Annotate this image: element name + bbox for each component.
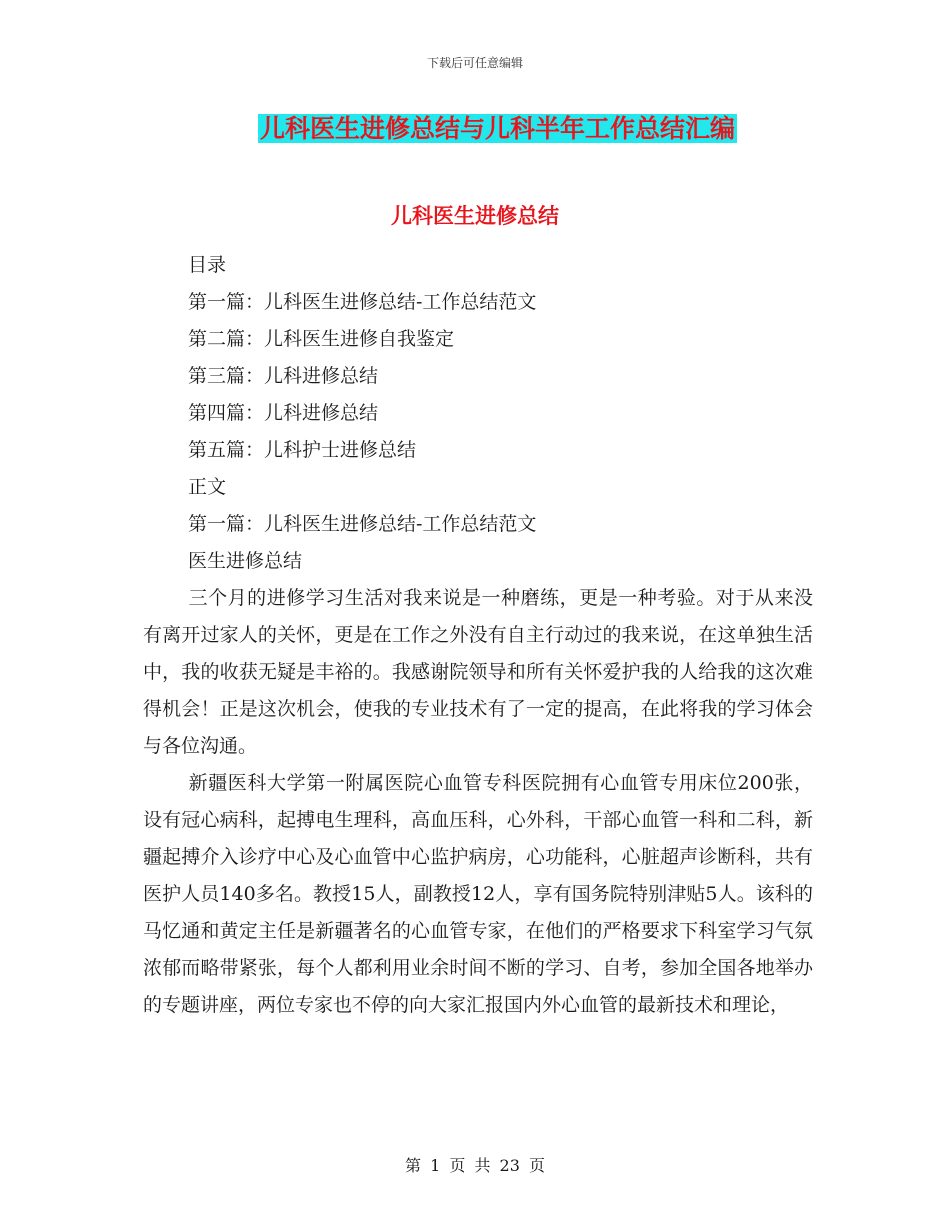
toc-heading: 目录	[188, 254, 227, 276]
toc-item: 第三篇：儿科进修总结	[188, 365, 379, 387]
toc-item: 第二篇：儿科医生进修自我鉴定	[188, 328, 455, 350]
toc-item: 第一篇：儿科医生进修总结-工作总结范文	[188, 291, 537, 313]
first-chapter-heading: 第一篇：儿科医生进修总结-工作总结范文	[188, 513, 537, 535]
paragraph: 新疆医科大学第一附属医院心血管专科医院拥有心血管专用床位200张，设有冠心病科，起搏电生理科，高血压科，心外科，干部心血管一科和二科，新疆起搏介入诊疗中心及心血管中心监护病房，心功能科，心脏超声诊断科，共有医护人员140多名。教授15人，副教授12人，享有国务院特别津贴5人。该科的马忆通和黄定主任是新疆著名的心血管专家，在他们的严格要求下科室学习气氛浓郁而略带紧张，每个人都利用业余时间不断的学习、自考，参加全国各地举办的专题讲座，两位专家也不停的向大家汇报国内外心血管的最新技术和理论，	[143, 772, 813, 1016]
body-heading: 正文	[188, 476, 227, 498]
header-note: 下载后可任意编辑	[426, 56, 523, 70]
body-text	[143, 580, 813, 1024]
toc-item: 第五篇：儿科护士进修总结	[188, 439, 417, 461]
document-title-text: 儿科医生进修总结与儿科半年工作总结汇编	[259, 114, 735, 143]
table-of-contents	[188, 247, 536, 580]
section-title: 儿科医生进修总结	[391, 204, 559, 228]
toc-item: 第四篇：儿科进修总结	[188, 402, 379, 424]
document-title	[0, 112, 950, 146]
page-footer: 第 1 页 共 23 页	[405, 1156, 545, 1175]
paragraph: 三个月的进修学习生活对我来说是一种磨练，更是一种考验。对于从来没有离开过家人的关怀，更是在工作之外没有自主行动过的我来说，在这单独生活中，我的收获无疑是丰裕的。我感谢院领导和所有关怀爱护我的人给我的这次难得机会！正是这次机会，使我的专业技术有了一定的提高，在此将我的学习体会与各位沟通。	[143, 587, 813, 757]
chapter-title: 医生进修总结	[188, 550, 303, 572]
